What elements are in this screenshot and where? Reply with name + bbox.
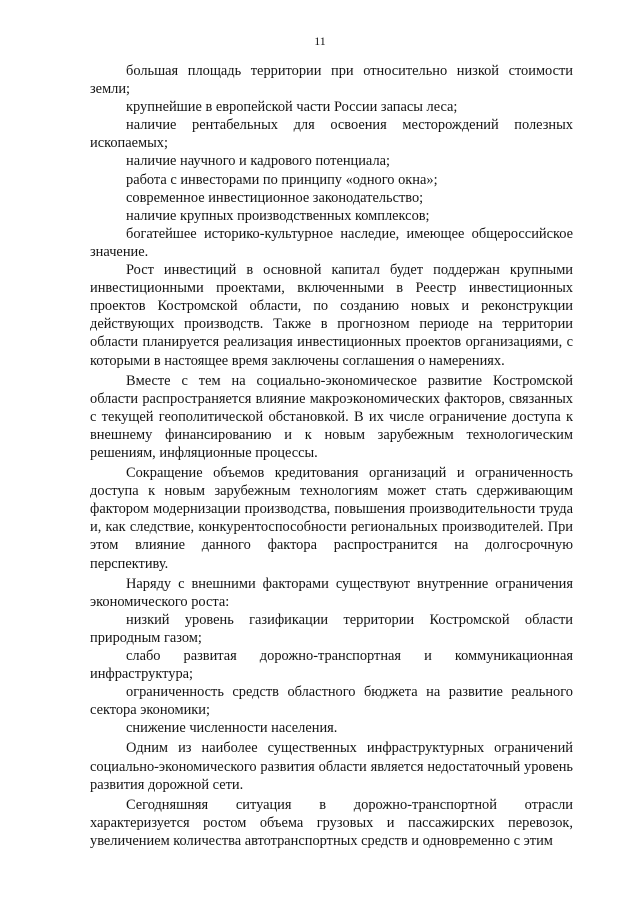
list-item: ограниченность средств областного бюджета на развитие реального сектора экономики; <box>90 684 573 719</box>
list-item: снижение численности населения. <box>126 720 338 737</box>
list-item: низкий уровень газификации территории Костромской области природным газом; <box>90 611 573 646</box>
paragraph: Одним из наиболее существенных инфраструктурных ограничений социально-экономического развития области является недостаточный уровень развития дорожной сети. <box>90 740 573 793</box>
list-item: наличие рентабельных для освоения месторождений полезных ископаемых; <box>90 117 573 152</box>
list-item: слабо развитая дорожно-транспортная и коммуникационная инфраструктура; <box>90 648 573 683</box>
list-item: наличие крупных производственных комплексов; <box>126 207 430 224</box>
page-number: 11 <box>314 34 326 48</box>
list-item: наличие научного и кадрового потенциала; <box>126 153 391 170</box>
body-text <box>90 62 573 850</box>
paragraph: Вместе с тем на социально-экономическое развитие Костромской области распространяется влияние макроэкономических факторов, связанных с текущей геополитической обстановкой. В их числе ограничение доступа к внешнему финансированию и к новым зарубежным технологическим решениям, инфляционные процессы. <box>90 372 573 461</box>
list-item: большая площадь территории при относительно низкой стоимости земли; <box>90 63 573 98</box>
list-item: работа с инвесторами по принципу «одного окна»; <box>126 171 438 188</box>
paragraph: Сегодняшняя ситуация в дорожно-транспортной отрасли характеризуется ростом объема грузовых и пассажирских перевозок, увеличением количества автотранспортных средств и одновременно с этим <box>90 796 573 849</box>
list-item: современное инвестиционное законодательство; <box>126 189 424 206</box>
paragraph: Наряду с внешними факторами существуют внутренние ограничения экономического роста: <box>90 575 573 610</box>
paragraph: Рост инвестиций в основной капитал будет поддержан крупными инвестиционными проектами, включенными в Реестр инвестиционных проектов Костромской области, по созданию новых и реконструкции действующих производств. Также в прогнозном периоде на территории области планируется реализация инвестиционных проектов организациями, с которыми в настоящее время заключены соглашения о намерениях. <box>90 262 573 369</box>
list-item: богатейшее историко-культурное наследие, имеющее общероссийское значение. <box>90 225 573 260</box>
list-item: крупнейшие в европейской части России запасы леса; <box>126 99 458 116</box>
paragraph: Сокращение объемов кредитования организаций и ограниченность доступа к новым зарубежным технологиям может стать сдерживающим фактором модернизации производства, повышения производительности труда и, как следствие, конкурентоспособности региональных производителей. При этом влияние данного фактора распространится на долгосрочную перспективу. <box>90 465 573 572</box>
